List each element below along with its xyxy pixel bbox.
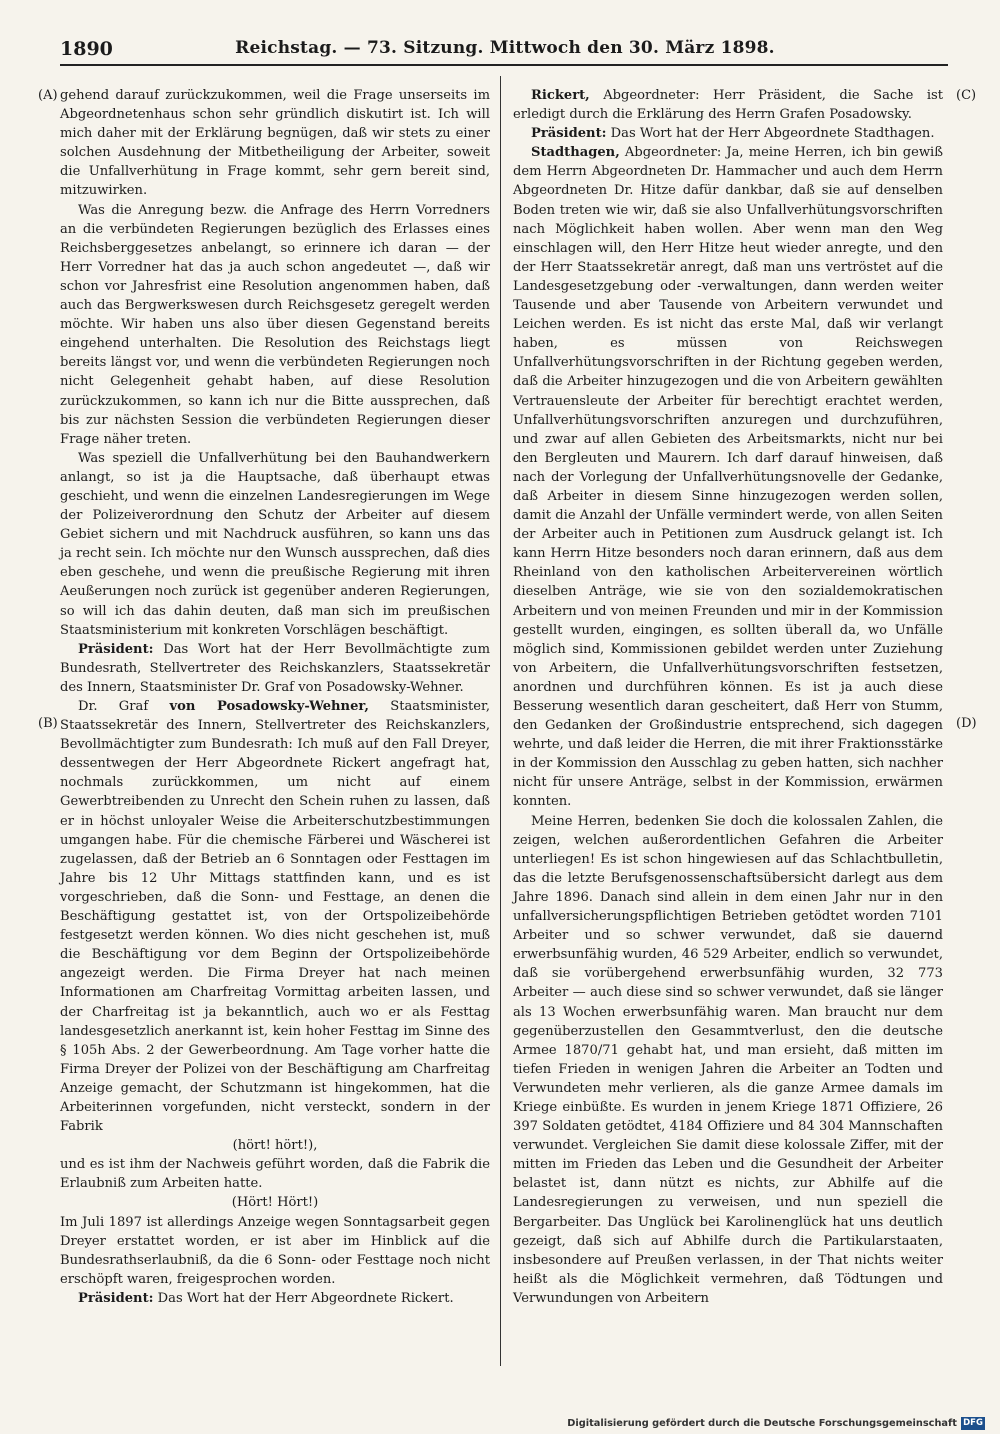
- speaker-name: von Posadowsky-Wehner,: [169, 699, 369, 714]
- interjection: (Hört! Hört!): [231, 1195, 319, 1211]
- column-divider: [500, 76, 501, 1366]
- continued-paragraph: gehend darauf zurückzukommen, weil die Frage unserseits im Abgeordnetenhaus schon sehr gründlich diskutirt ist. Ich will mich daher mit der Erklärung begnügen, daß wir stets zu einer solchen Ausdehnung der Mitbetheiligung der Arbeiter, soweit die Unfallverhütung in Frage kommt, sehr gern bereit sind, mitzuwirken.: [60, 88, 490, 199]
- paragraph: Was die Anregung bezw. die Anfrage des Herrn Vorredners an die verbündeten Regierungen bezüglich des Erlasses eines Reichsberggesetzes anbelangt, so erinnere ich daran — der Herr Vorredner hat das ja auch schon angedeutet —, daß wir schon vor Jahresfrist eine Resolution angenommen haben, daß auch das Bergwerkswesen durch Reichsgesetz geregelt werden möchte. Wir haben uns also über diesen Gegenstand bereits eingehend unterhalten. Die Resolution des Reichstags liegt bereits längst vor, und wenn die verbündeten Regierungen noch nicht Gelegenheit gehabt haben, auf diese Resolution zurückzukommen, so kann ich nur die Bitte aussprechen, daß bis zur nächsten Session die verbündeten Regierungen dieser Frage näher treten.: [60, 202, 490, 447]
- speech-paragraph: [513, 86, 943, 124]
- dfg-logo-icon: DFG: [961, 1417, 985, 1430]
- speech-paragraph: [60, 697, 490, 1136]
- continued-paragraph: Im Juli 1897 ist allerdings Anzeige wegen Sonntagsarbeit gegen Dreyer erstattet worden, er ist aber im Hinblick auf die Bundesrathserlaubniß, da die 6 Sonn- oder Festtage noch nicht erschöpft waren, freigesprochen worden.: [60, 1214, 490, 1287]
- left-column: [60, 86, 490, 1308]
- speaker-name: Präsident:: [78, 641, 154, 657]
- footer-credit: Digitalisierung gefördert durch die Deutsche Forschungsgemeinschaft: [567, 1418, 957, 1429]
- speaker-name: Präsident:: [78, 1290, 154, 1306]
- speaker-title: Dr. Graf: [78, 699, 149, 714]
- interjection: (hört! hört!),: [232, 1138, 318, 1154]
- continued-paragraph: und es ist ihm der Nachweis geführt worden, daß die Fabrik die Erlaubniß zum Arbeiten hatte.: [60, 1157, 490, 1192]
- paragraph: Meine Herren, bedenken Sie doch die kolossalen Zahlen, die zeigen, welchen außerordentlichen Gefahren die Arbeiter unterliegen! Es ist schon hingewiesen auf das Schlachtbulletin, das die letzte Berufsgenossenschaftsübersicht darlegt aus dem Jahre 1896. Danach sind allein in dem einen Jahr nur in den unfallversicherungspflichtigen Betrieben getödtet worden 7101 Arbeiter und so schwer verwundet, daß sie dauernd erwerbsunfähig wurden, 46 529 Arbeiter, endlich so verwundet, daß sie vorübergehend erwerbsunfähig wurden, 32 773 Arbeiter — auch diese sind so schwer verwundet, daß sie länger als 13 Wochen erwerbsunfähig waren. Man braucht nur dem gegenüberzustellen den Gesammtverlust, den die deutsche Armee 1870/71 gehabt hat, und man ersieht, daß mitten im tiefen Frieden in wenigen Jahren die Arbeiter an Todten und Verwundeten mehr verlieren, als die ganze Armee damals im Kriege einbüßte. Es wurden in jenem Kriege 1871 Offiziere, 26 397 Soldaten getödtet, 4184 Offiziere und 84 304 Mannschaften verwundet. Vergleichen Sie damit diese kolossale Ziffer, mit der mitten im Frieden das Leben und die Gesundheit der Arbeiter belastet ist, dann nützt es nichts, zur Abhilfe auf die Landesregierungen zu verweisen, und nun speziell die Bergarbeiter. Das Unglück bei Karolinenglück hat uns deutlich gezeigt, daß sich auf Abhilfe durch die Partikularstaaten, insbesondere auf Preußen verlassen, in der That nichts weiter heißt als die Möglichkeit vermehren, daß Tödtungen und Verwundungen von Arbeitern: [513, 813, 943, 1306]
- speech-text: Das Wort hat der Herr Abgeordnete Stadthagen.: [610, 126, 935, 142]
- page-header: [60, 38, 950, 64]
- header-rule: [60, 64, 948, 66]
- paragraph: Was speziell die Unfallverhütung bei den Bauhandwerkern anlangt, so ist ja die Hauptsache, daß überhaupt etwas geschieht, und wenn die einzelnen Landesregierungen im Wege der Polizeiverordnung den Schutz der Arbeiter auf diesem Gebiet sichern und mit Nachdruck ausführen, so kann uns das ja recht sein. Ich möchte nur den Wunsch aussprechen, daß dies eben geschehe, und wenn die preußische Regierung mit ihren Aeußerungen noch zurück ist gegenüber anderen Regierungen, so will ich das dahin deuten, daß man sich im preußischen Staatsministerium mit konkreten Vorschlägen beschäftigt.: [60, 450, 490, 638]
- footer: [567, 1418, 985, 1432]
- right-column: [513, 86, 943, 1308]
- running-head: Reichstag. — 73. Sitzung. Mittwoch den 30. März 1898.: [235, 38, 775, 58]
- speech-text: Abgeordneter: Herr Präsident, die Sache ist erledigt durch die Erklärung des Herrn Grafen Posadowsky.: [513, 88, 943, 123]
- speaker-name: Rickert,: [531, 88, 590, 103]
- page-number: 1890: [60, 38, 113, 60]
- speaker-name: Stadthagen,: [531, 145, 620, 161]
- speech-paragraph: [60, 1289, 490, 1308]
- speech-text: Das Wort hat der Herr Bevollmächtigte zum Bundesrath, Stellvertreter des Reichskanzlers, Staatssekretär des Innern, Staatsminister Dr. Graf von Posadowsky-Wehner.: [60, 641, 490, 695]
- margin-marker-a: (A): [38, 88, 58, 103]
- speech-paragraph: [60, 640, 490, 697]
- speaker-name: Präsident:: [531, 126, 607, 142]
- margin-marker-c: (C): [956, 88, 977, 103]
- speech-text: Abgeordneter: Ja, meine Herren, ich bin gewiß dem Herrn Abgeordneten Dr. Hammacher und auch dem Herrn Abgeordneten Dr. Hitze dafür dankbar, daß sie auf denselben Boden treten wie wir, daß sie also Unfallverhütungsvorschriften nach Möglichkeit haben wollen. Aber wenn man den Weg einschlagen will, den Herr Hitze heut wieder anregte, und den der Herr Staatssekretär anregt, daß man uns vertröstet auf die Landesgesetzgebung oder -verwaltungen, dann werden weiter Tausende und aber Tausende von Arbeitern verwundet und Leichen werden. Es ist nicht das erste Mal, daß wir verlangt haben, es müssen von Reichswegen Unfallverhütungsvorschriften in der Richtung gegeben werden, daß die Arbeiter hinzugezogen und die von Arbeitern gewählten Vertrauensleute der Arbeiter für berechtigt erachtet werden, Unfallverhütungsvorschriften anzuregen und durchzuführen, und zwar auf allen Gebieten des Arbeitsmarkts, nicht nur bei den Bergleuten und Maurern. Ich darf darauf hinweisen, daß nach der Vorlegung der Unfallverhütungsnovelle der Gedanke, daß Arbeiter in diesem Sinne hinzugezogen werden sollen, damit die Anzahl der Unfälle vermindert werde, von allen Seiten der Arbeiter auch in Petitionen zum Ausdruck gelangt ist. Ich kann Herrn Hitze besonders noch daran erinnern, daß aus dem Rheinland von den katholischen Arbeitervereinen wörtlich dieselben Anträge, wie sie von den sozialdemokratischen Arbeitern und von meinen Freunden und mir in der Kommission gestellt wurden, eingingen, es sollten überall da, wo Unfälle möglich sind, Kommissionen gebildet werden unter Zuziehung von Arbeitern, die Unfallverhütungsvorschriften festsetzen, anordnen und durchführen können. Es ist ja auch diese Besserung wesentlich daran gescheitert, daß Herr von Stumm, den Gedanken der Großindustrie entsprechend, sich dagegen wehrte, und daß leider die Herren, die mit ihrer Fraktionsstärke in der Kommission den Ausschlag zu geben hatten, sich nachher nicht für unsere Anträge, selbst in der Kommission, erwärmen konnten.: [513, 145, 943, 810]
- speech-paragraph: [513, 143, 943, 811]
- margin-marker-d: (D): [956, 716, 977, 731]
- speech-paragraph: [513, 124, 943, 143]
- speech-text: Staatsminister, Staatssekretär des Innern, Stellvertreter des Reichskanzlers, Bevollmächtigter zum Bundesrath: Ich muß auf den Fall Dreyer, dessentwegen der Herr Abgeordnete Rickert angefragt hat, nochmals zurückkommen, um nicht auf einem Gewerbtreibenden zu Unrecht den Schein ruhen zu lassen, daß er in höchst unloyaler Weise die Arbeiterschutzbestimmungen umgangen habe. Für die chemische Färberei und Wäscherei ist zugelassen, daß der Betrieb an 6 Sonntagen oder Festtagen im Jahre bis 12 Uhr Mittags stattfinden kann, und es ist vorgeschrieben, daß die Sonn- und Festtage, an denen die Beschäftigung gestattet ist, von der Ortspolizeibehörde festgesetzt werden können. Wo dies nicht geschehen ist, muß die Beschäftigung vor dem Beginn der Ortspolizeibehörde angezeigt werden. Die Firma Dreyer hat nach meinen Informationen am Charfreitag Vormittag arbeiten lassen, und der Charfreitag ist ja bekanntlich, auch wo er als Festtag landesgesetzlich anerkannt ist, kein hoher Festtag im Sinne des § 105h Abs. 2 der Gewerbeordnung. Am Tage vorher hatte die Firma Dreyer der Polizei von der Beschäftigung am Charfreitag Anzeige gemacht, der Schutzmann ist hingekommen, hat die Arbeiterinnen vorgefunden, nicht versteckt, sondern in der Fabrik: [60, 699, 490, 1135]
- margin-marker-b: (B): [38, 716, 58, 731]
- speech-text: Das Wort hat der Herr Abgeordnete Rickert.: [157, 1290, 454, 1306]
